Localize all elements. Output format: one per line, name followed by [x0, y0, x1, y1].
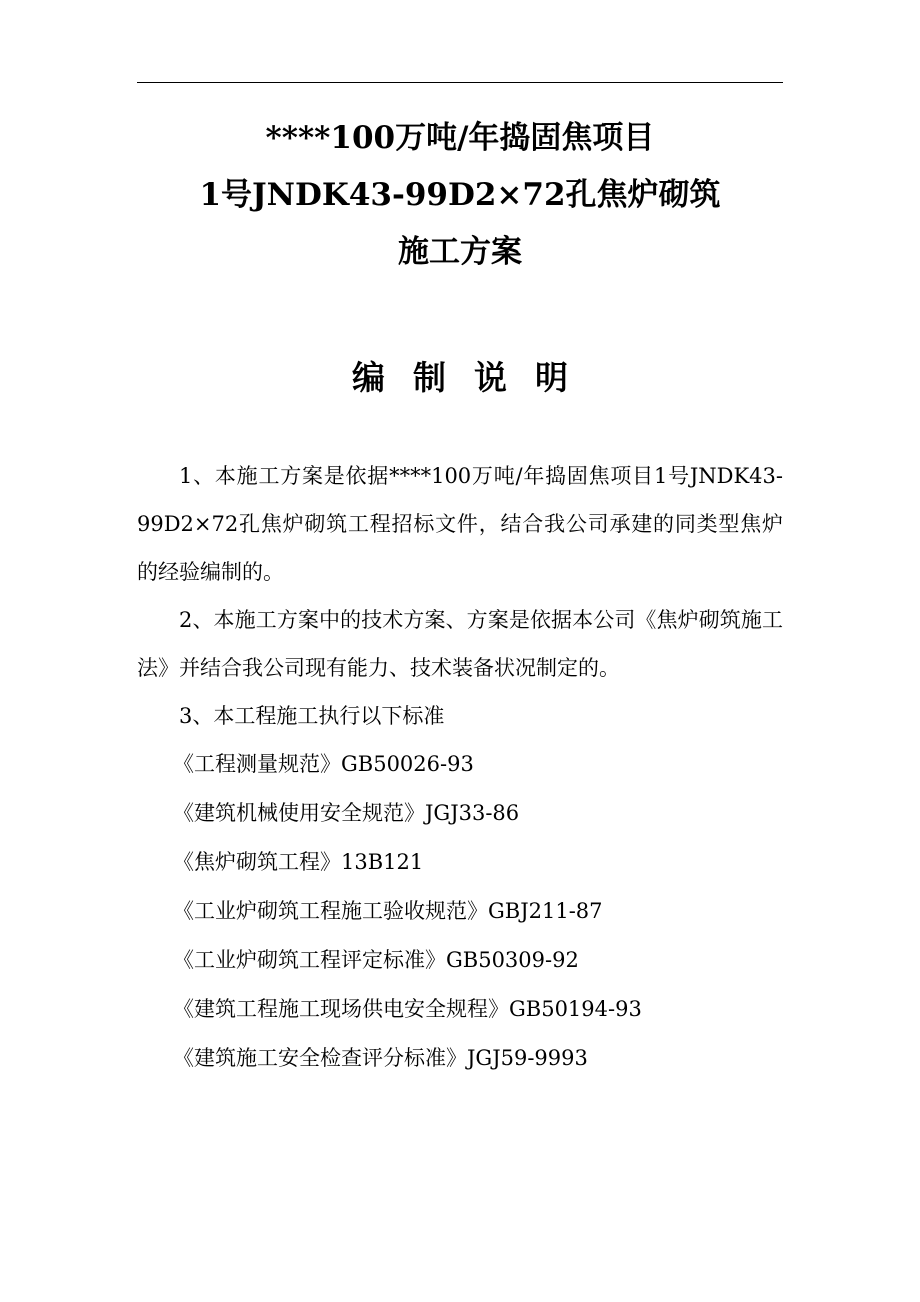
standards-list	[137, 740, 783, 1083]
standard-item: 《工业炉砌筑工程施工验收规范》GBJ211-87	[173, 899, 603, 923]
standard-item: 《工程测量规范》GB50026-93	[173, 752, 474, 776]
title-line-1: ****100万吨/年捣固焦项目	[265, 120, 655, 156]
header-rule	[137, 82, 783, 83]
document-title	[0, 110, 920, 281]
title-line-2: 1号JNDK43-99D2×72孔焦炉砌筑	[199, 177, 721, 213]
standard-item: 《建筑施工安全检查评分标准》JGJ59-9993	[173, 1046, 588, 1070]
paragraph-3: 3、本工程施工执行以下标准	[179, 704, 445, 728]
section-heading: 编制说明	[352, 358, 596, 397]
document-body	[137, 452, 783, 1083]
standard-item: 《焦炉砌筑工程》13B121	[173, 850, 424, 874]
standard-item: 《建筑工程施工现场供电安全规程》GB50194-93	[173, 997, 642, 1021]
title-line-3: 施工方案	[398, 234, 522, 270]
standard-item: 《工业炉砌筑工程评定标准》GB50309-92	[173, 948, 579, 972]
paragraph-1: 1、本施工方案是依据****100万吨/年捣固焦项目1号JNDK43-99D2×72孔焦炉砌筑工程招标文件，结合我公司承建的同类型焦炉的经验编制的。	[137, 464, 783, 584]
paragraph-2: 2、本施工方案中的技术方案、方案是依据本公司《焦炉砌筑施工法》并结合我公司现有能力、技术装备状况制定的。	[137, 608, 783, 680]
standard-item: 《建筑机械使用安全规范》JGJ33-86	[173, 801, 520, 825]
